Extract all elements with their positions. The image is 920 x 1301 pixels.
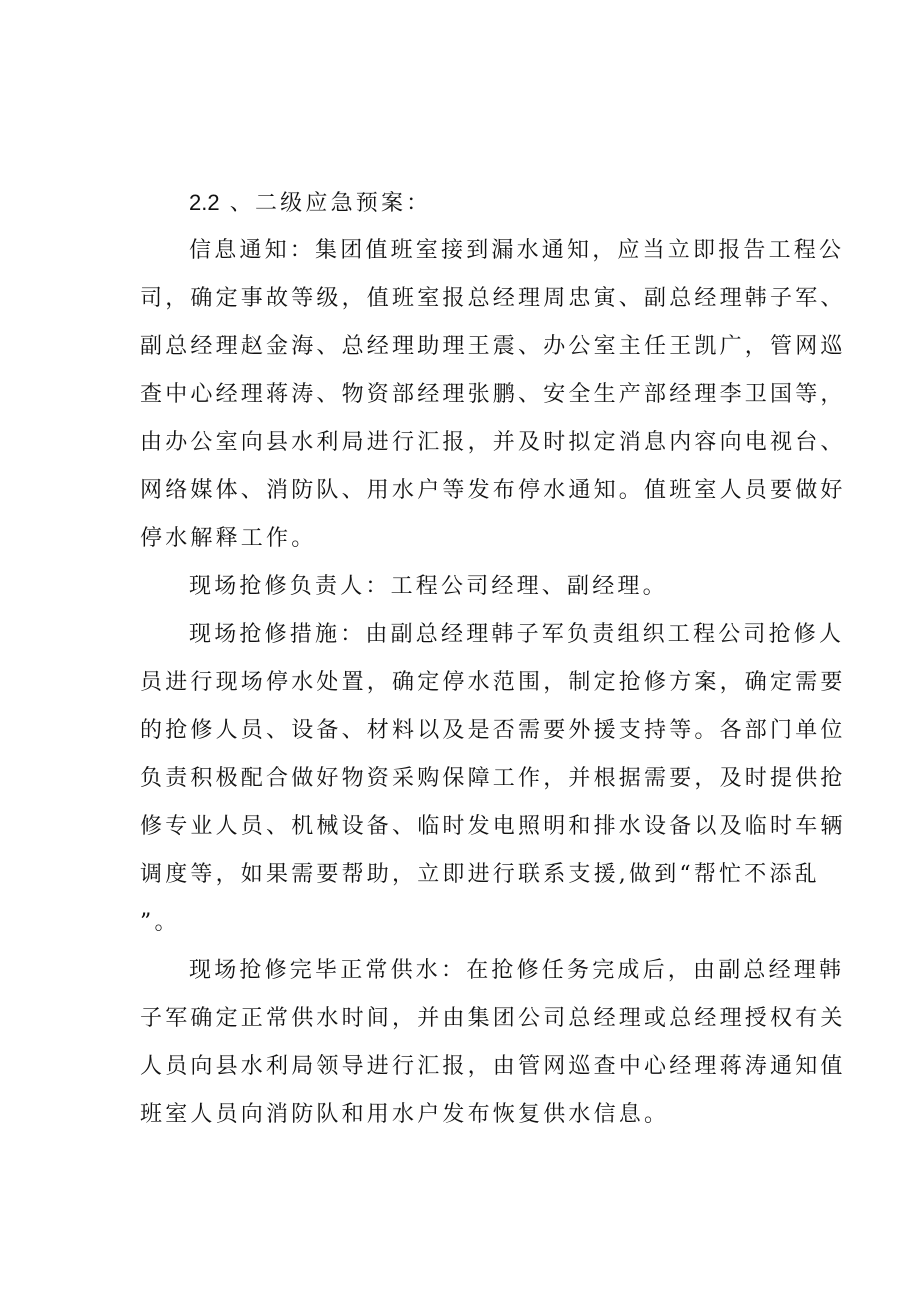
paragraph-1-line-4: 查中心经理蒋涛、物资部经理张鹏、安全生产部经理李卫国等， [140, 382, 846, 407]
section-number: 2.2 [189, 190, 220, 215]
paragraph-1-line-1: 信息通知：集团值班室接到漏水通知，应当立即报告工程公 [189, 238, 845, 263]
paragraph-3-line-5: 修专业人员、机械设备、临时发电照明和排水设备以及临时车辆 [140, 814, 846, 839]
paragraph-3-line-7: ”。 [140, 910, 180, 935]
paragraph-4-line-2: 子军确定正常供水时间，并由集团公司总经理或总经理授权有关 [140, 1006, 846, 1031]
section-heading [189, 183, 849, 223]
paragraph-1-line-2: 司，确定事故等级，值班室报总经理周忠寅、副总经理韩子军、 [140, 286, 846, 311]
paragraph-3-line-6: 调度等，如果需要帮助，立即进行联系支援,做到“帮忙不添乱 [140, 862, 820, 887]
paragraph-2-line-1: 现场抢修负责人：工程公司经理、副经理。 [189, 574, 668, 599]
paragraph-1-line-5: 由办公室向县水利局进行汇报，并及时拟定消息内容向电视台、 [140, 430, 846, 455]
paragraph-1-line-6: 网络媒体、消防队、用水户等发布停水通知。值班室人员要做好 [140, 478, 846, 503]
paragraph-3-line-3: 的抢修人员、设备、材料以及是否需要外援支持等。各部门单位 [140, 718, 846, 743]
paragraph-4-line-3: 人员向县水利局领导进行汇报，由管网巡查中心经理蒋涛通知值 [140, 1054, 846, 1079]
paragraph-1-line-3: 副总经理赵金海、总经理助理王震、办公室主任王凯广，管网巡 [140, 334, 846, 359]
paragraph-1-line-7: 停水解释工作。 [140, 526, 317, 551]
paragraph-3-line-1: 现场抢修措施：由副总经理韩子军负责组织工程公司抢修人 [189, 622, 845, 647]
paragraph-3-line-4: 负责积极配合做好物资采购保障工作，并根据需要，及时提供抢 [140, 766, 846, 791]
section-title: 、二级应急预案： [219, 191, 432, 216]
paragraph-4-line-1: 现场抢修完毕正常供水：在抢修任务完成后，由副总经理韩 [189, 958, 845, 983]
paragraph-4-line-4: 班室人员向消防队和用水户发布恢复供水信息。 [140, 1102, 670, 1127]
paragraph-3-line-2: 员进行现场停水处置，确定停水范围，制定抢修方案，确定需要 [140, 670, 846, 695]
